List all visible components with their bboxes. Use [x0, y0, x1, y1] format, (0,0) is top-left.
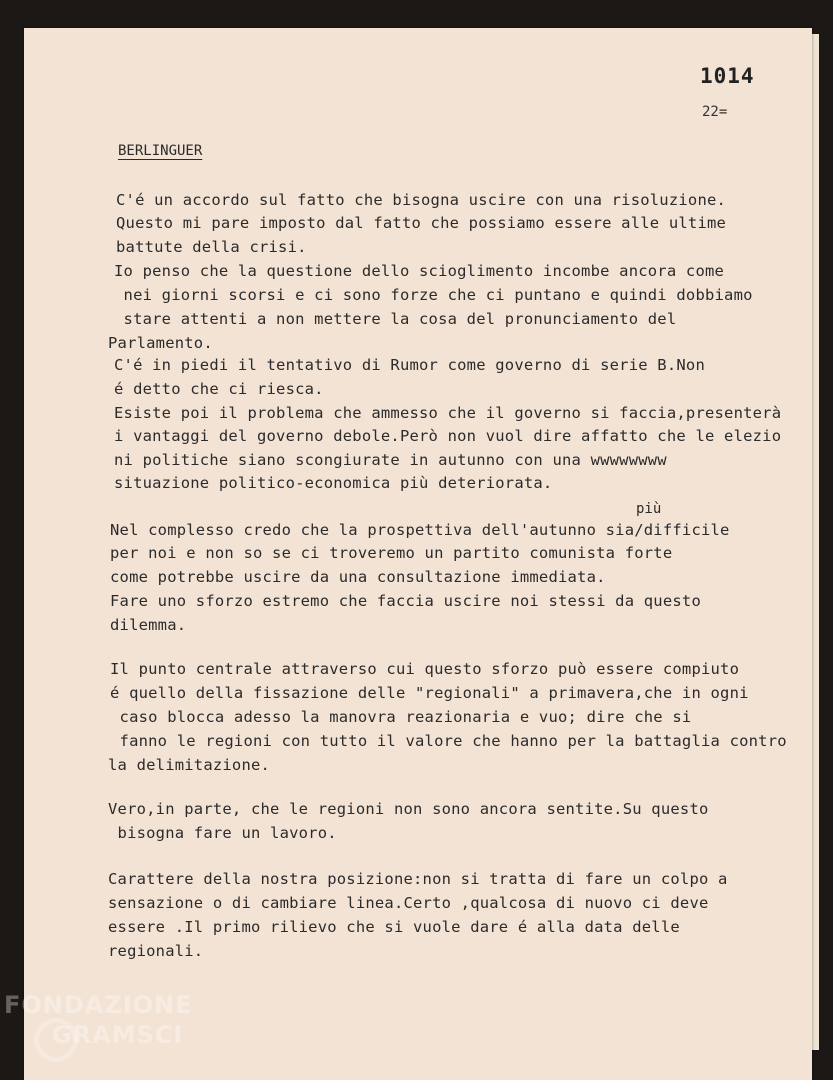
text-line: Vero,in parte, che le regioni non sono ancora sentite.Su questo [108, 800, 709, 818]
text-line: fanno le regioni con tutto il valore che hanno per la battaglia contro [110, 732, 787, 750]
speaker-name: BERLINGUER [118, 143, 203, 159]
text-line: battute della crisi. [116, 238, 307, 256]
text-line: ni politiche siano scongiurate in autunno con una wwwwwwww [114, 451, 667, 469]
text-line: stare attenti a non mettere la cosa del pronunciamento del [114, 310, 677, 328]
text-line: sensazione o di cambiare linea.Certo ,qualcosa di nuovo ci deve [108, 894, 709, 912]
text-line: regionali. [108, 942, 204, 960]
text-line: essere .Il primo rilievo che si vuole dare é alla data delle [108, 918, 680, 936]
text-line: i vantaggi del governo debole.Però non vuol dire affatto che le elezio [114, 427, 782, 445]
text-line: Io penso che la questione dello scioglimento incombe ancora come [114, 262, 725, 280]
text-line: Nel complesso credo che la prospettiva dell'autunno sia/difficile [110, 521, 730, 539]
text-line: caso blocca adesso la manovra reazionaria e vuo; dire che si [110, 708, 692, 726]
text-line: Esiste poi il problema che ammesso che il governo si faccia,presenterà [114, 404, 782, 422]
typewritten-page [24, 28, 812, 1080]
text-line: la delimitazione. [108, 756, 271, 774]
text-line: bisogna fare un lavoro. [108, 824, 337, 842]
text-line: C'é in piedi il tentativo di Rumor come governo di serie B.Non [114, 356, 705, 374]
text-line: C'é un accordo sul fatto che bisogna uscire con una risoluzione. [116, 191, 727, 209]
sub-page-number: 22= [702, 104, 728, 120]
text-line: Il punto centrale attraverso cui questo sforzo può essere compiuto [110, 660, 740, 678]
text-line: é quello della fissazione delle "regionali" a primavera,che in ogni [110, 684, 749, 702]
text-line: é detto che ci riesca. [114, 380, 324, 398]
text-line: nei giorni scorsi e ci sono forze che ci puntano e quindi dobbiamo [114, 286, 753, 304]
text-line: dilemma. [110, 616, 187, 634]
text-line: per noi e non so se ci troveremo un partito comunista forte [110, 544, 673, 562]
text-line: come potrebbe uscire da una consultazione immediata. [110, 568, 606, 586]
text-line: Parlamento. [108, 334, 213, 352]
text-line: Questo mi pare imposto dal fatto che possiamo essere alle ultime [116, 214, 727, 232]
watermark-line-2: GRAMSCI [52, 1021, 184, 1049]
text-line: Carattere della nostra posizione:non si tratta di fare un colpo a [108, 870, 728, 888]
handwritten-insertion: più [636, 501, 662, 517]
watermark-line-1: FONDAZIONE [4, 991, 193, 1019]
page-number: 1014 [700, 64, 755, 88]
text-line: situazione politico-economica più deteriorata. [114, 474, 553, 492]
watermark [4, 990, 193, 1050]
text-line: Fare uno sforzo estremo che faccia uscire noi stessi da questo [110, 592, 701, 610]
